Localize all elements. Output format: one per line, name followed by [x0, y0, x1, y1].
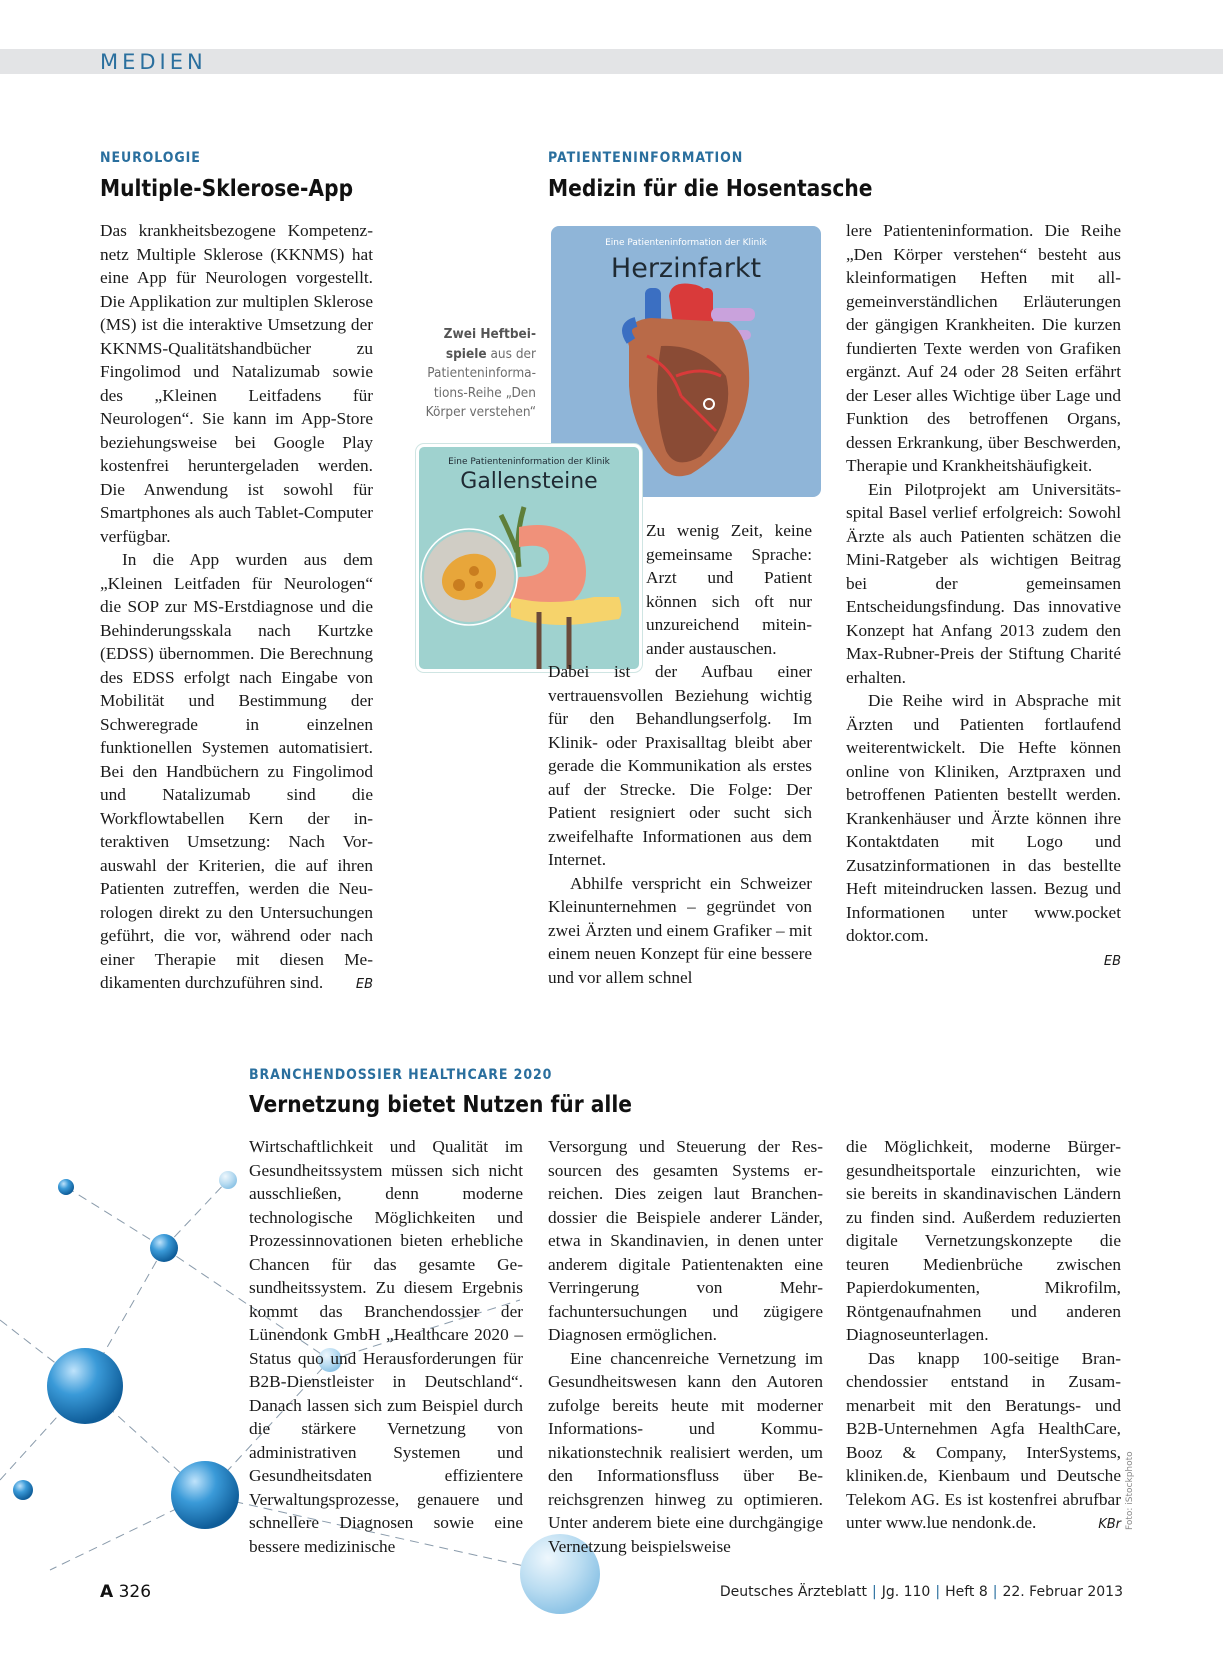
- article1-paragraph-text: In die App wurden aus dem „Kleinen Leitfaden für Neurologen“ die SOP zur MS-Erstdiagnose und die Behinderungsskala nach Kurtzke (EDSS) übernommen. Die Berechnung des EDSS erfolgt nach Eingabe von Mobilität und Bestimmung der Schweregrade in einzelnen funktionellen Systemen automatisiert. Bei den Handbüchern zu Fingolimod und Natalizumab sind die Workflowtabellen Kern der interaktiven Umsetzung: Nach Vorauswahl der Kriterien, die auf ihren Patienten zutreffen, werden die Neurologen direkt zu den Untersuchungen geführt, die vor, während oder nach einer Therapie mit diesen Medikamenten durchzuführen sind.: [100, 550, 373, 992]
- article1-title: Multiple-Sklerose-App: [100, 176, 354, 202]
- article2-title: Medizin für die Hosentasche: [548, 176, 873, 202]
- article2-paragraph: Zu wenig Zeit, keine gemeinsame Sprache: Arzt und Patient können sich oft nur unzureichend miteinander austauschen.: [646, 521, 812, 658]
- article2-paragraph: Die Reihe wird in Absprache mit Ärzten und Patienten fortlaufend weiterentwickelt. Die Hefte können online von Kliniken, Arztpraxen und betroffenen Patienten bestellt werden. Krankenhäuser und Ärzte können ihre Kontaktdaten mit Logo und Zusatzinformationen in das bestellte Heft miteindrucken lassen. Bezug und Informationen unter www.pocket doktor.com.: [846, 691, 1121, 945]
- article3-paragraph: Eine chancenreiche Vernetzung im Gesundheitswesen kann den Autoren zufolge bereits heute mit moderner Informations- und Kommunikationstechnik realisiert werden, um den Informationsfluss über Bereichsgrenzen hinweg zu optimieren. Unter anderem biete eine durchgängige Vernetzung beispielsweise: [548, 1348, 823, 1556]
- article3-title: Vernetzung bietet Nutzen für alle: [249, 1092, 632, 1118]
- article1-body: [100, 219, 373, 997]
- article2-kicker: PATIENTENINFORMATION: [548, 150, 744, 166]
- photo-credit: Foto: iStockphoto: [1125, 1451, 1135, 1530]
- page-number: [100, 1582, 151, 1602]
- article2-paragraph: Abhilfe verspricht ein Schweizer Kleinunternehmen – gegründet von zwei Ärzten und einem Grafiker – mit einem neuen Konzept für eine bessere und vor allem schnel: [548, 873, 812, 987]
- article3-kicker: BRANCHENDOSSIER HEALTHCARE 2020: [249, 1067, 553, 1083]
- article1-kicker: NEUROLOGIE: [100, 150, 201, 166]
- section-label: MEDIEN: [100, 50, 207, 74]
- article3-signature: KBr: [1098, 1517, 1121, 1532]
- caption-bold: Zwei Heftbeispiele: [443, 326, 536, 362]
- article3-body-col2: [548, 1135, 823, 1558]
- article2-paragraph: Ein Pilotprojekt am Universitätsspital Basel verlief erfolgreich: Sowohl Ärzte als auch Patienten schätzen die Mini-Ratgeber als wichtigen Beitrag bei der gemeinsamen Entscheidungsfindung. Das innovative Konzept hat Anfang 2013 zudem den Max-Rubner-Preis der Stiftung Charité erhalten.: [846, 479, 1121, 687]
- gallensteine-cover-image: [416, 444, 642, 672]
- page-prefix: A: [100, 1582, 114, 1602]
- journal-name: Deutsches Ärzteblatt: [719, 1584, 867, 1600]
- article2-wraptext: [646, 519, 812, 660]
- caption-text: aus der Patienteninformations-Reihe „Den Körper verstehen“: [425, 345, 536, 420]
- journal-volume: Jg. 110: [881, 1584, 931, 1600]
- article2-paragraph: lere Patienteninformation. Die Reihe „Den Körper verstehen“ besteht aus kleinformatigen Heften mit allgemeinverständlichen Erläuterungen der gängigen Krankheiten. Die kurzen fundierten Texte werden von Grafiken ergänzt. Auf 24 oder 28 Seiten erfährt der Leser alles Wichtige über Lage und Funktion des betroffenen Organs, dessen Erkrankung, über Beschwerden, Therapie und Krankheitshäufigkeit.: [846, 221, 1121, 475]
- article3-paragraph: Wirtschaftlichkeit und Qualität im Gesundheitssystem müssen sich nicht ausschließen, denn moderne technologische Möglichkeiten und Prozessinnovationen bieten erhebliche Chancen für das gesamte Gesundheitssystem. Zu diesem Ergebnis kommt das Branchendossier der Lünendonk GmbH „Healthcare 2020 – Status quo und Herausforderungen für B2B-Dienstleister in Deutschland“. Danach lassen sich zum Beispiel durch die stärkere Vernetzung von administrativen Systemen und Gesundheitsdaten effizientere Verwaltungsprozesse, genauere und schnellere Diagnosen sowie eine bessere medizinische: [249, 1137, 523, 1556]
- journal-footer: Deutsches Ärzteblatt | Jg. 110 | Heft 8 | 22. Februar 2013: [719, 1584, 1123, 1600]
- gallbladder-illustration: [419, 447, 642, 672]
- cover-title: Herzinfarkt: [610, 253, 762, 284]
- article2-signature: EB: [1103, 953, 1121, 969]
- cover-subtitle: Eine Patienteninformation der Klinik: [448, 457, 610, 467]
- article3-paragraph-text: Das knapp 100-seitige Branchendossier entstand in Zusammenarbeit mit den Beratungs- und B2B-Unternehmen Agfa HealthCare, Booz & Company, InterSystems, kliniken.de, Kienbaum und Deutsche Telekom AG. Es ist kostenfrei abrufbar unter www.lue nendonk.de.: [846, 1348, 1121, 1532]
- journal-date: 22. Februar 2013: [1002, 1584, 1123, 1600]
- article3-paragraph: die Möglichkeit, moderne Bürgergesundheitsportale einzurichten, wie sie bereits in skandinavischen Ländern zu finden sind. Außerdem reduzierten digitale Vernetzungskonzepte die teuren Medienbrüche zwischen Papierdokumenten, Mikrofilm, Röntgenaufnahmen und anderen Diagnoseunterlagen.: [846, 1137, 1121, 1344]
- article1-paragraph: Das krankheitsbezogene Kompetenznetz Multiple Sklerose (KKNMS) hat eine App für Neurologen vorgestellt. Die Applikation zur multiplen Sklerose (MS) ist die interaktive Umsetzung der KKNMS-Qualitätshandbücher zu Fingolimod und Natalizumab sowie des „Kleinen Leitfadens für Neurologen“. Sie kann im App-Store beziehungsweise bei Google Play kostenfrei heruntergeladen werden. Die Anwendung ist sowohl für Smartphones als auch Tablet-Computer verfügbar.: [100, 221, 373, 546]
- image-caption: [417, 325, 536, 423]
- article3-paragraph: [846, 1347, 1121, 1535]
- cover-title: Gallensteine: [460, 469, 598, 494]
- article2-paragraph: Dabei ist der Aufbau einer vertrauensvollen Beziehung wichtig für den Behandlungserfolg. Im Klinik- oder Praxisalltag bleibt aber gerade die Kommunikation als erstes auf der Strecke. Die Folge: Der Patient resigniert oder sucht sich zweifelhafte Informationen aus dem Internet.: [548, 662, 812, 869]
- article1-signature: EB: [355, 977, 373, 992]
- cover-subtitle: Eine Patienteninformation der Klinik: [605, 238, 767, 248]
- article3-body-col3: [846, 1135, 1121, 1537]
- article1-paragraph: [100, 548, 373, 995]
- article2-body-col1: [548, 660, 812, 989]
- article3-body-col1: [249, 1135, 523, 1558]
- page-number-value: 326: [118, 1582, 152, 1602]
- article3-paragraph: Versorgung und Steuerung der Ressourcen des gesamten Systems erreichen. Dies zeigen laut Branchendossier die Beispiele anderer Länder, etwa in Skandinavien, in denen unter anderem digitale Patientenakten eine Verringerung von Mehrfachuntersuchungen und zügigere Diagnosen ermöglichen.: [548, 1137, 823, 1344]
- article2-body-col2: [846, 219, 1121, 973]
- journal-issue: Heft 8: [945, 1584, 988, 1600]
